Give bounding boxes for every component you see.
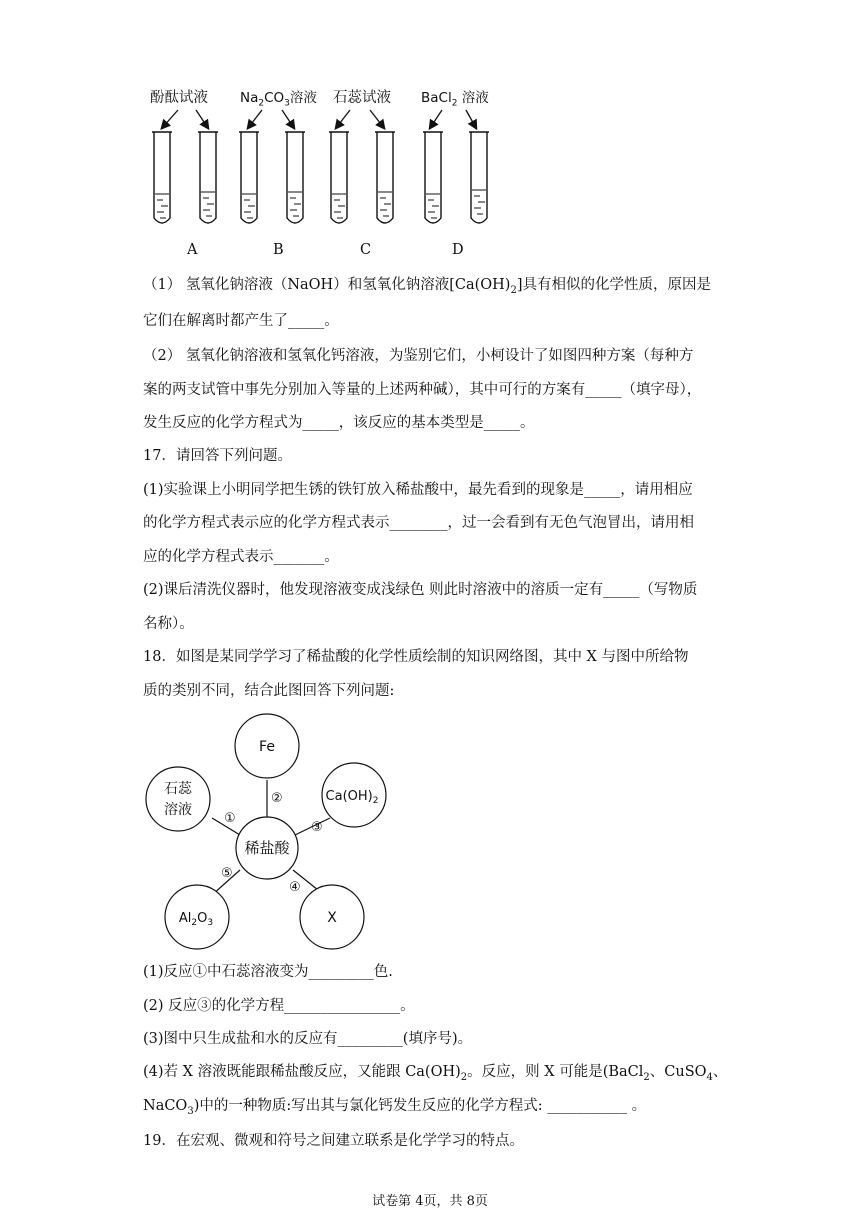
reaction-number-2: ②	[271, 791, 283, 806]
q18-intro-line1: 18．如图是某同学学习了稀盐酸的化学性质绘制的知识网络图，其中 X 与图中所给物	[143, 649, 689, 665]
x-label: X	[327, 910, 337, 926]
hcl-network-diagram	[130, 710, 390, 960]
q16-part1-line1: （1） 氢氧化钠溶液（NaOH）和氢氧化钠溶液$[Ca(OH)_2]$具有相似的化学性质，原因是	[143, 277, 711, 296]
hcl-label: 稀盐酸	[244, 839, 290, 857]
reaction-number-5: ⑤	[221, 866, 233, 881]
group-label-a: A	[187, 242, 198, 258]
tubes	[152, 132, 489, 223]
q17-part2-line1: (2)课后清洗仪器时，他发现溶液变成浅绿色 则此时溶液中的溶质一定有_____（写物质	[143, 582, 698, 598]
label-na2co3: $Na_2CO_3$溶液	[240, 90, 317, 109]
q16-part1-line2: 它们在解离时都产生了_____。	[143, 313, 339, 329]
fe-label: Fe	[259, 739, 275, 755]
q16-part2-line2: 案的两支试管中事先分别加入等量的上述两种碱），其中可行的方案有_____（填字母），	[143, 382, 702, 398]
q18-sub3: (3)图中只生成盐和水的反应有_________(填序号)。	[143, 1031, 473, 1047]
q18-sub2: (2) 反应③的化学方程________________。	[143, 998, 415, 1014]
reaction-number-4: ④	[289, 880, 301, 895]
label-litmus: 石蕊试液	[333, 90, 391, 106]
q18-sub4-line1: (4)若 X 溶液既能跟稀盐酸反应，又能跟 $Ca(OH)_2$。反应，则 X 可能是(BaCl$_2$、CuSO$_4$、	[143, 1064, 728, 1083]
q17-part1-line3: 应的化学方程式表示_______。	[143, 549, 339, 565]
reaction-number-3: ③	[311, 820, 323, 835]
q17-part1-line2: 的化学方程式表示应的化学方程式表示________，过一会看到有无色气泡冒出，请用相	[143, 515, 694, 531]
litmus-label-line2: 溶液	[164, 802, 192, 818]
al2o3-label: $Al_2O_3$	[178, 911, 214, 928]
group-label-d: D	[452, 242, 464, 258]
label-phenolphthalein: 酚酞试液	[150, 90, 208, 106]
caoh2-label: $Ca(OH)_2$	[325, 789, 379, 806]
q18-sub1: (1)反应①中石蕊溶液变为_________色.	[143, 964, 393, 980]
q19-title: 19．在宏观、微观和符号之间建立联系是化学学习的特点。	[143, 1133, 524, 1149]
page-footer: 试卷第 4页，共 8页	[372, 1194, 488, 1209]
q17-part1-line1: (1)实验课上小明同学把生锈的铁钉放入稀盐酸中，最先看到的现象是_____，请用相应	[143, 482, 693, 498]
litmus-node	[146, 767, 210, 831]
q17-part2-line2: 名称）。	[143, 616, 194, 632]
test-tubes-drawing	[140, 100, 520, 235]
q18-intro-line2: 质的类别不同，结合此图回答下列问题:	[143, 683, 395, 699]
q16-part2-line1: （2） 氢氧化钠溶液和氢氧化钙溶液，为鉴别它们，小柯设计了如图四种方案（每种方	[143, 348, 694, 364]
group-label-c: C	[360, 242, 372, 258]
q16-part2-line3: 发生反应的化学方程式为_____，该反应的基本类型是_____。	[143, 415, 535, 431]
q17-title: 17．请回答下列问题。	[143, 448, 292, 464]
label-bacl2: BaCl$_2$ 溶液	[421, 90, 489, 109]
group-label-b: B	[273, 242, 284, 258]
litmus-label-line1: 石蕊	[164, 781, 192, 797]
q18-sub4-line2: NaCO$_3$)中的一种物质:写出其与氯化钙发生反应的化学方程式: ___________ 。	[143, 1098, 647, 1117]
reaction-number-1: ①	[224, 811, 236, 826]
